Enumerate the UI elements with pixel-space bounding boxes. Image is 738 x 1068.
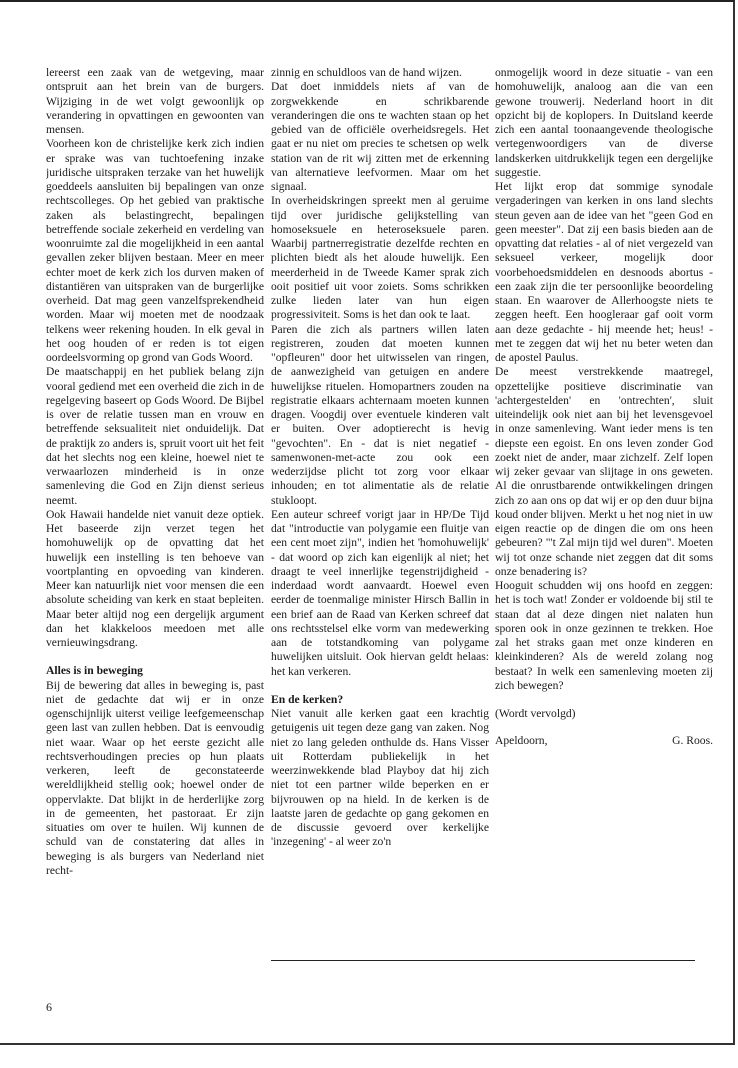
- paragraph: Een auteur schreef vorigt jaar in HP/De Tijd dat "introductie van polygamie een fluitje van een cent moet zijn", indien het 'homohuwelijk' - dat woord op zich kan eigenlijk al niet; het draagt te veel innerlijke tegenstrijdigheid - inderdaad wordt aanvaardt. Hoewel even eerder de toenmalige minister Hirsch Ballin in een brief aan de Raad van Kerken schreef dat ons rechtsstelsel elke vorm van medewerking aan de totstandkoming van polygame huwelijken uitsluit. Ook hiervan geldt helaas: het kan verkeren.: [271, 507, 489, 678]
- paragraph: Hooguit schudden wij ons hoofd en zeggen: het is toch wat! Zonder er voldoende bij stil te staan dat al deze dingen niet nalaten hun sporen ook in onze gezinnen te trekken. Hoe zal het straks gaan met onze kinderen en kleinkinderen? Als de wereld zolang nog bestaat? In welk een samenleving moeten zij zich bewegen?: [495, 579, 713, 692]
- paragraph: Voorheen kon de christelijke kerk zich indien er sprake was van tuchtoefening inzake juridische uitspraken terzake van het huwelijk goeddeels aansluiten bij bepalingen van onze rechtscolleges. Op het gebied van praktische zaken als belastingrecht, bepalingen betreffende sociale zekerheid en verdeling van woonruimte zal die mogelijkheid in een aantal gevallen zeker blijven bestaan. Meer en meer echter moet de kerk zich los durven maken of distantiëren van uitspraken van de burgerlijke overheid. Dat mag geen vanzelfsprekendheid worden. Maar wij moeten met de noodzaak telkens weer rekening houden. In elk geval in het oog houden of er reden is tot eigen oordeelsvorming op grond van Gods Woord.: [46, 137, 264, 364]
- paragraph: Bij de bewering dat alles in beweging is, past niet de gedachte dat wij er in onze ogenschijnlijk uiterst veilige leefgemeenschap geen last van zullen hebben. Dat is eenvoudig niet waar. Waar op het eerste gezicht alle rechtsverhoudingen precies op hun plaats verkeren, leeft de geconstateerde wereldlijkheid stellig ook; hoewel onder de oppervlakte. Dat blijkt in de herderlijke zorg in de gemeenten, het pastoraat. Er zijn situaties om over te huilen. Wij kunnen de schuld van de constatering dat alles in beweging is als burgers van Nederland niet recht-: [46, 678, 264, 877]
- author: G. Roos.: [672, 734, 713, 748]
- paragraph: Dat doet inmiddels niets af van de zorgwekkende en schrikbarende veranderingen die ons te wachten staan op het gebied van de officiële overheidsregels. Het gaat er nu niet om precies te schetsen op welk station van de rit wij zitten met de erkenning van alternatieve leefvormen. Maar om het signaal.: [271, 80, 489, 193]
- paragraph: lereerst een zaak van de wetgeving, maar ontspruit aan het brein van de burgers. Wijziging in de wet volgt gewoonlijk op verandering in opvattingen en gewoonten van mensen.: [46, 66, 264, 136]
- bottom-rule: [271, 960, 695, 961]
- paragraph: Ook Hawaii handelde niet vanuit deze optiek. Het baseerde zijn verzet tegen het homohuwelijk op de opvatting dat het huwelijk een instelling is ten behoeve van voortplanting en opvoeding van kinderen. Meer kan natuurlijk niet voor mensen die een absolute scheiding van kerk en staat bepleiten. Maar beter altijd nog een dergelijk argument dan het klakkeloos meedoen met alle vernieuwingsdrang.: [46, 507, 264, 649]
- signature-line: [495, 734, 713, 748]
- paragraph: onmogelijk woord in deze situatie - van een homohuwelijk, analoog aan die van een gewone trouwerij. Nederland hoort in dit opzicht bij de koplopers. In Duitsland keerde zich een aantal toonaangevende theologische vertegenwoordigers van de diverse landskerken uitdrukkelijk tegen een dergelijke suggestie.: [495, 66, 713, 179]
- text-column-3: [495, 66, 713, 749]
- paragraph: Paren die zich als partners willen laten registreren, zouden dat moeten kunnen "opfleuren" door het uitwisselen van ringen, de aanwezigheid van getuigen en andere huwelijkse rituelen. Homopartners zouden na registratie elkaars achternaam moeten kunnen dragen. Voogdij over eventuele kinderen valt er buiten. Over adoptierecht is hevig "gevochten". En - dat is niet negatief - samenwonen-met-acte zou ook een wederzijdse plicht tot zorg voor elkaar inhouden; en tot alimentatie als de relatie stukloopt.: [271, 322, 489, 507]
- text-column-2: [271, 66, 489, 850]
- paragraph: zinnig en schuldloos van de hand wijzen.: [271, 66, 462, 79]
- paragraph: De meest verstrekkende maatregel, opzettelijke positieve discriminatie van 'achtergestelden' en 'ontrechten', sluit uiteindelijk ook niet aan bij het levensgevoel in onze samenleving. Want ieder mens is ten diepste een egoist. En ons leven zonder God zoekt niet de ander, maar zichzelf. Zelf lopen wij zeker gevaar van slijtage in ons geweten. Al die onrustbarende ontwikkelingen dringen zich zo aan ons op dat wij er op den duur bijna koud onder blijven. Merkt u het nog niet in uw eigen reactie op de dingen die om ons heen gebeuren? "'t Zal mijn tijd wel duren". Moeten wij tot onze schande niet zeggen dat dit soms onze benadering is?: [495, 365, 713, 578]
- place: Apeldoorn,: [495, 734, 548, 748]
- text-column-1: [46, 66, 264, 878]
- page-number: 6: [46, 1000, 52, 1014]
- section-heading-alles-is-in-beweging: Alles is in beweging: [46, 664, 143, 678]
- paragraph: Niet vanuit alle kerken gaat een krachtig getuigenis uit tegen deze gang van zaken. Nog niet zo lang geleden onthulde ds. Hans Visser uit Rotterdam publiekelijk in het weerzinwekkende blad Playboy dat hij zich niet tot een partner wilde beperken en er bijvrouwen op na hield. In de kerken is de laatste jaren de gedachte op gang gekomen en de discussie gevoerd over kerkelijke 'inzegening' - al weer zo'n: [271, 707, 489, 849]
- paragraph: De maatschappij en het publiek belang zijn vooral gediend met een overheid die zich in de regelgeving baseert op Gods Woord. De Bijbel is over de relatie tussen man en vrouw en betreffende seksualiteit niet onduidelijk. Dat de praktijk zo anders is, spruit voort uit het feit dat het slechts nog een kleine, hoewel niet te verwaarlozen minderheid is in onze samenleving die God en Zijn dienst serieus neemt.: [46, 365, 264, 507]
- continued-note: (Wordt vervolgd): [495, 707, 576, 720]
- section-heading-en-de-kerken: En de kerken?: [271, 692, 344, 706]
- paragraph: Het lijkt erop dat sommige synodale vergaderingen van kerken in ons land slechts steun geven aan de idee van het "geen God en geen meester". Dat zij een basis bieden aan de opvatting dat relaties - al of niet vergezeld van seksueel verkeer, mogelijk door voorbehoedsmiddelen en desnoods abortus - een zaak zijn die ter persoonlijke beoordeling staan. En waarover de Allerhoogste niets te zeggen heeft. Een hoogleraar gaf ooit vorm aan deze gedachte - hij meende het; heus! - met te zeggen dat wij het nu beter weten dan de apostel Paulus.: [495, 180, 713, 364]
- paragraph: In overheidskringen spreekt men al geruime tijd over juridische gelijkstelling van homoseksuele en heteroseksuele paren. Waarbij partnerregistratie dezelfde rechten en plichten biedt als het aloude huwelijk. Een meerderheid in de Tweede Kamer sprak zich ooit positief uit voor zoiets. Soms schrikken zulke lieden later van hun eigen progressiviteit. Soms is het dan ook te laat.: [271, 194, 489, 322]
